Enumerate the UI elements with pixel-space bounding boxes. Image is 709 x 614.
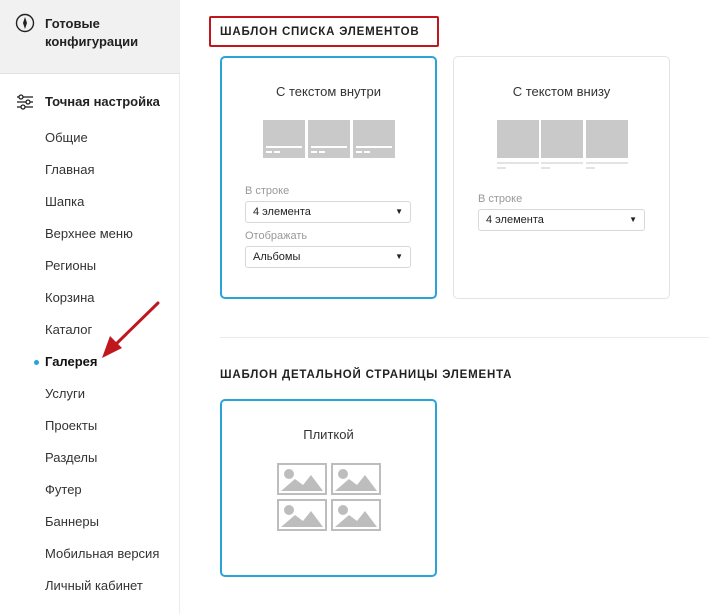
sidebar-item-regions[interactable] <box>0 254 180 286</box>
sidebar-item-sections[interactable] <box>0 446 180 478</box>
sidebar-item-label: Проекты <box>45 418 98 433</box>
image-placeholder-icon <box>331 499 381 531</box>
section-divider <box>220 337 709 338</box>
image-placeholder-icon <box>277 463 327 495</box>
fine-tuning-label: Точная настройка <box>45 94 160 109</box>
fine-tuning-header[interactable] <box>0 92 180 114</box>
sidebar-item-banners[interactable] <box>0 510 180 542</box>
sidebar-item-projects[interactable] <box>0 414 180 446</box>
sliders-icon <box>16 94 34 110</box>
settings-menu <box>0 126 180 606</box>
preview-tile <box>308 120 350 158</box>
sidebar-item-label: Каталог <box>45 322 93 337</box>
sidebar-item-label: Услуги <box>45 386 85 401</box>
sidebar-item-label: Личный кабинет <box>45 578 143 593</box>
annotation-arrow-icon <box>92 296 166 364</box>
dropdown-caret-icon: ▼ <box>395 252 403 261</box>
template-card-text-below[interactable] <box>453 56 670 299</box>
preview-tile <box>353 120 395 158</box>
sidebar-item-label: Разделы <box>45 450 98 465</box>
ready-configurations-item[interactable] <box>0 0 180 74</box>
detail-template-title: ШАБЛОН ДЕТАЛЬНОЙ СТРАНИЦЫ ЭЛЕМЕНТА <box>220 369 513 381</box>
sidebar-item-label: Общие <box>45 130 88 145</box>
sidebar-item-general[interactable] <box>0 126 180 158</box>
sidebar-item-label: Мобильная версия <box>45 546 160 561</box>
template-card-tiles[interactable] <box>220 399 437 577</box>
ready-configurations-label: Готовые конфигурации <box>45 16 139 49</box>
sidebar-item-main[interactable] <box>0 158 180 190</box>
active-dot-icon <box>34 360 39 365</box>
display-value: Альбомы <box>253 251 301 263</box>
image-placeholder-icon <box>331 463 381 495</box>
card-title: С текстом внутри <box>276 84 381 99</box>
display-label: Отображать <box>245 230 308 242</box>
sidebar-item-label: Шапка <box>45 194 85 209</box>
per-row-label: В строке <box>478 193 523 205</box>
list-template-title: ШАБЛОН СПИСКА ЭЛЕМЕНТОВ <box>220 26 420 38</box>
dropdown-caret-icon: ▼ <box>395 207 403 216</box>
image-placeholder-icon <box>277 499 327 531</box>
per-row-select[interactable] <box>478 209 645 231</box>
sidebar-item-label: Баннеры <box>45 514 99 529</box>
sidebar-item-top-menu[interactable] <box>0 222 180 254</box>
sidebar-item-label: Верхнее меню <box>45 226 133 241</box>
template-card-text-inside[interactable] <box>220 56 437 299</box>
dropdown-caret-icon: ▼ <box>629 215 637 224</box>
sidebar-item-label: Регионы <box>45 258 97 273</box>
per-row-value: 4 элемента <box>253 206 311 218</box>
display-select[interactable] <box>245 246 411 268</box>
preview-tile <box>586 120 628 158</box>
sidebar-item-label: Футер <box>45 482 82 497</box>
sidebar-item-mobile[interactable] <box>0 542 180 574</box>
per-row-select[interactable] <box>245 201 411 223</box>
sidebar-item-services[interactable] <box>0 382 180 414</box>
sidebar-item-header[interactable] <box>0 190 180 222</box>
per-row-value: 4 элемента <box>486 214 544 226</box>
preview-tile <box>497 120 539 158</box>
configurations-icon <box>15 13 35 33</box>
card-title: С текстом внизу <box>512 84 611 99</box>
preview-tile <box>541 120 583 158</box>
sidebar-item-label: Галерея <box>45 354 98 369</box>
preview-tile <box>263 120 305 158</box>
per-row-label: В строке <box>245 185 290 197</box>
sidebar-item-footer[interactable] <box>0 478 180 510</box>
sidebar-item-label: Главная <box>45 162 95 177</box>
sidebar-item-account[interactable] <box>0 574 180 606</box>
sidebar-item-label: Корзина <box>45 290 95 305</box>
card-title: Плиткой <box>303 427 354 442</box>
